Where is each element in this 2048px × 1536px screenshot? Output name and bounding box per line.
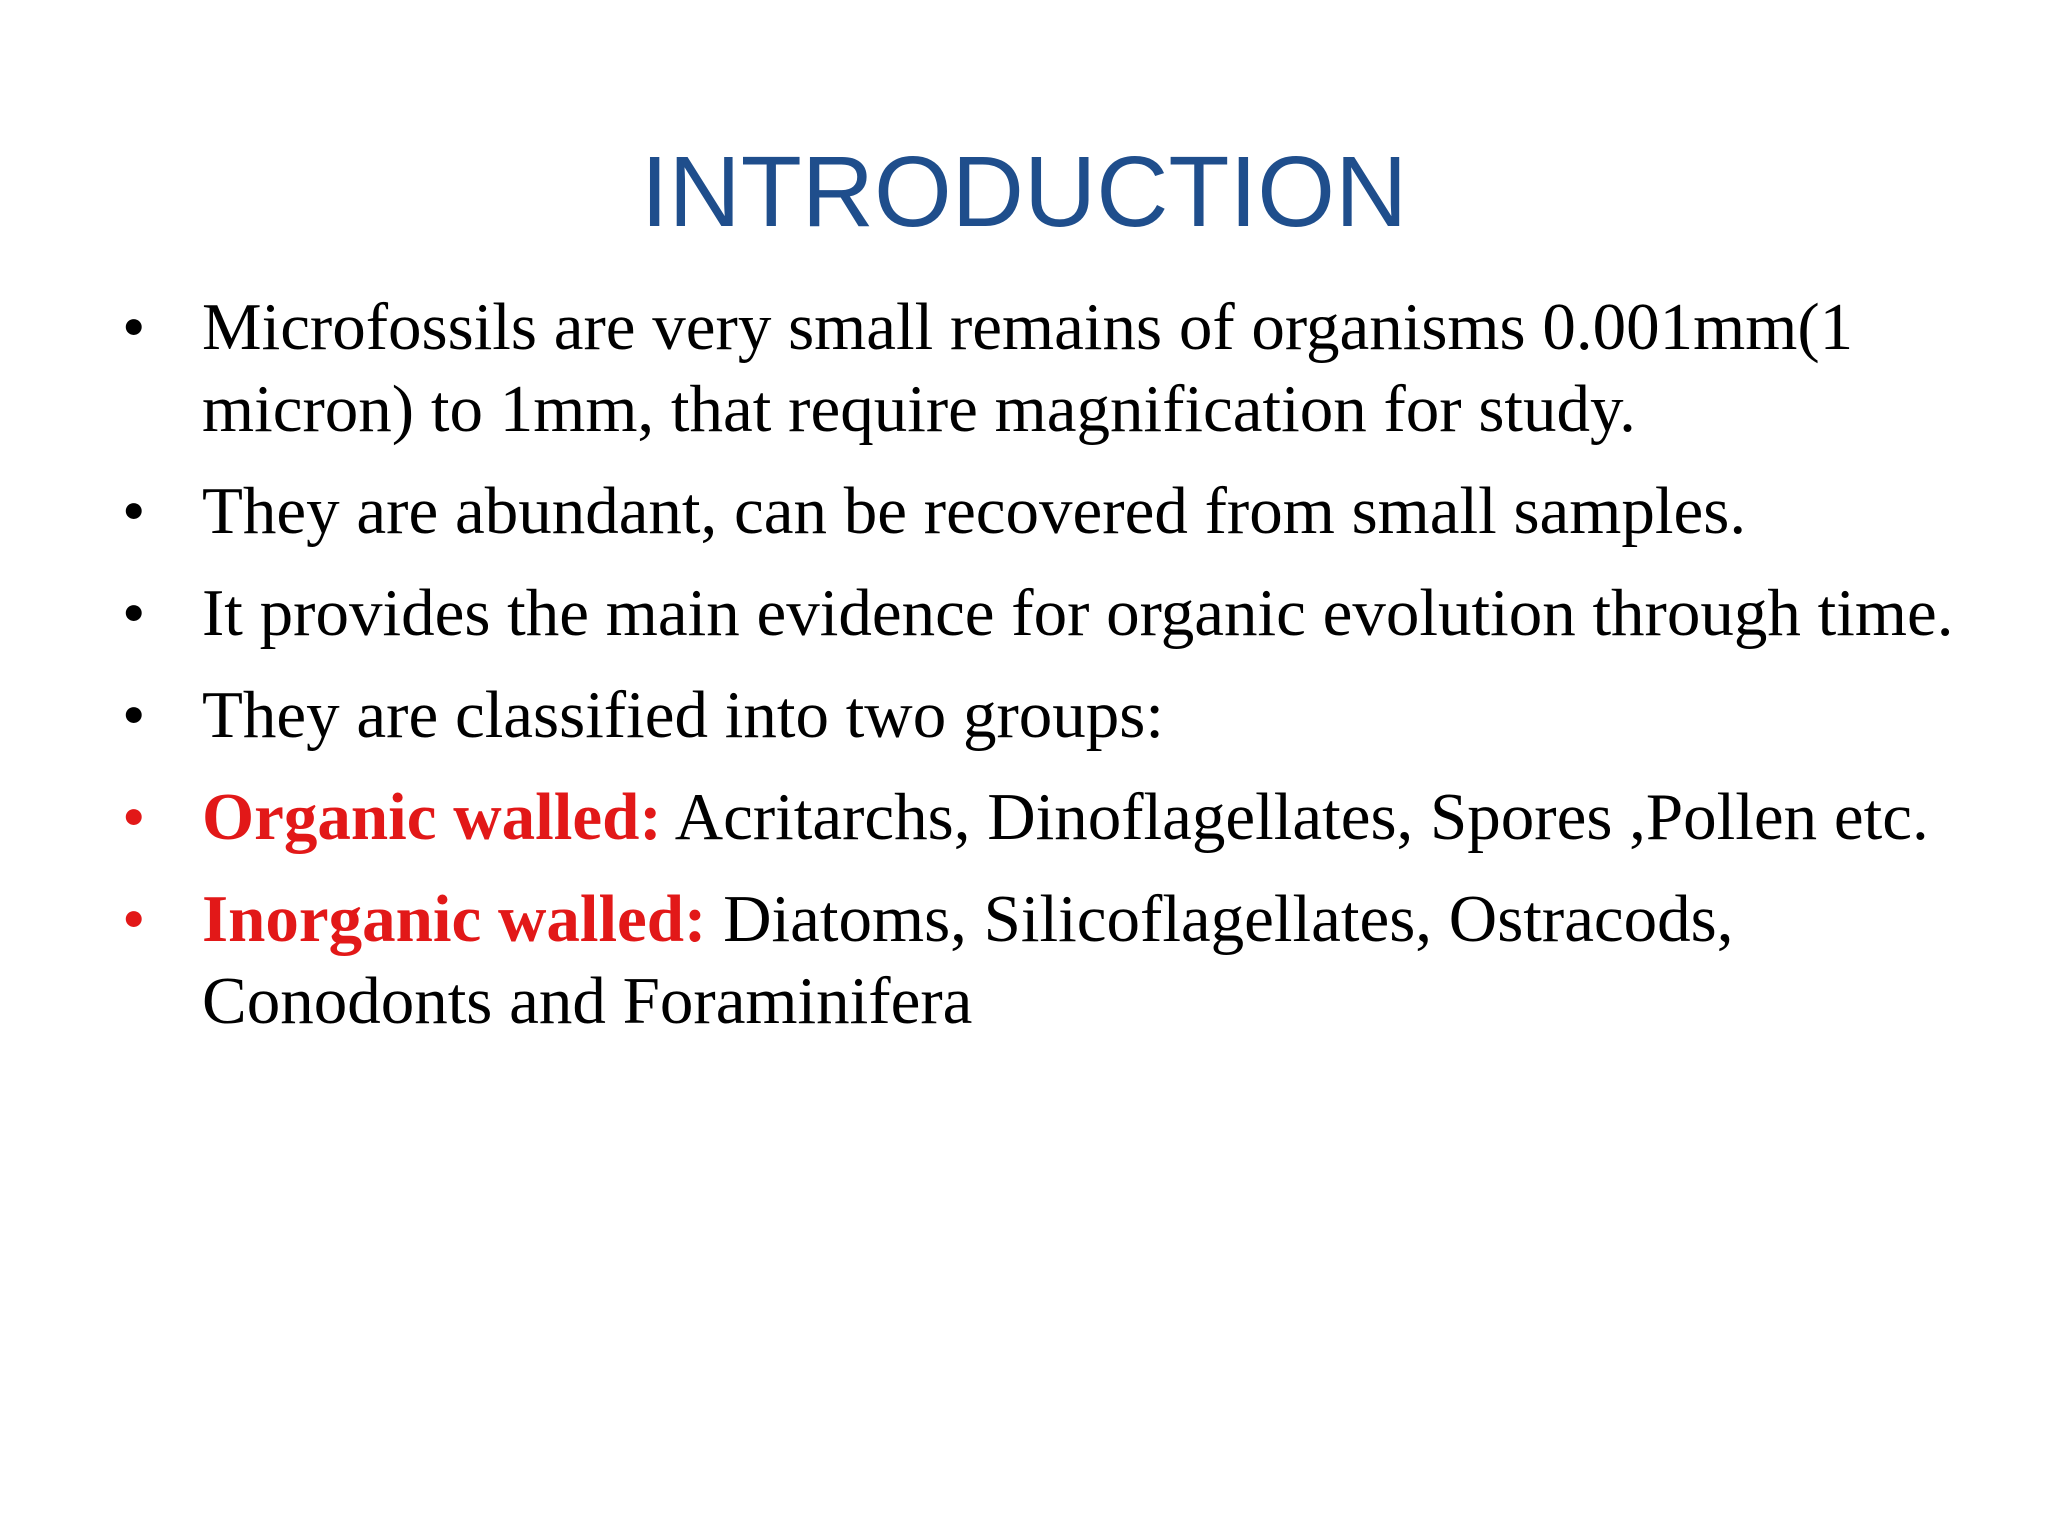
slide-title: INTRODUCTION: [640, 136, 1408, 248]
bullet-text: They are classified into two groups:: [202, 678, 1164, 752]
bullet-icon: •: [122, 290, 146, 364]
bullet-item-classified: [110, 674, 1960, 756]
bullet-item-inorganic-walled: [110, 878, 1960, 1042]
bullet-text: Diatoms, Silicoflagellates, Ostracods, Conodonts and Foraminifera: [202, 882, 1734, 1038]
bullet-text: They are abundant, can be recovered from small samples.: [202, 474, 1747, 548]
bullet-item-evidence: [110, 572, 1960, 654]
bullet-lead-inorganic: Inorganic walled:: [202, 882, 707, 956]
bullet-item-organic-walled: [110, 776, 1960, 858]
bullet-text: Microfossils are very small remains of organisms 0.001mm(1 micron) to 1mm, that require magnification for study.: [202, 290, 1854, 446]
bullet-icon: •: [122, 474, 146, 548]
bullet-item-abundant: [110, 470, 1960, 552]
bullet-text: Acritarchs, Dinoflagellates, Spores ,Pollen etc.: [661, 780, 1929, 854]
bullet-text: It provides the main evidence for organic evolution through time.: [202, 576, 1954, 650]
bullet-item-microfossils: [110, 286, 1960, 450]
bullet-icon: •: [122, 576, 146, 650]
bullet-list: [110, 286, 1960, 1062]
bullet-icon: •: [122, 780, 146, 854]
bullet-lead-organic: Organic walled:: [202, 780, 662, 854]
bullet-icon: •: [122, 882, 146, 956]
bullet-icon: •: [122, 678, 146, 752]
